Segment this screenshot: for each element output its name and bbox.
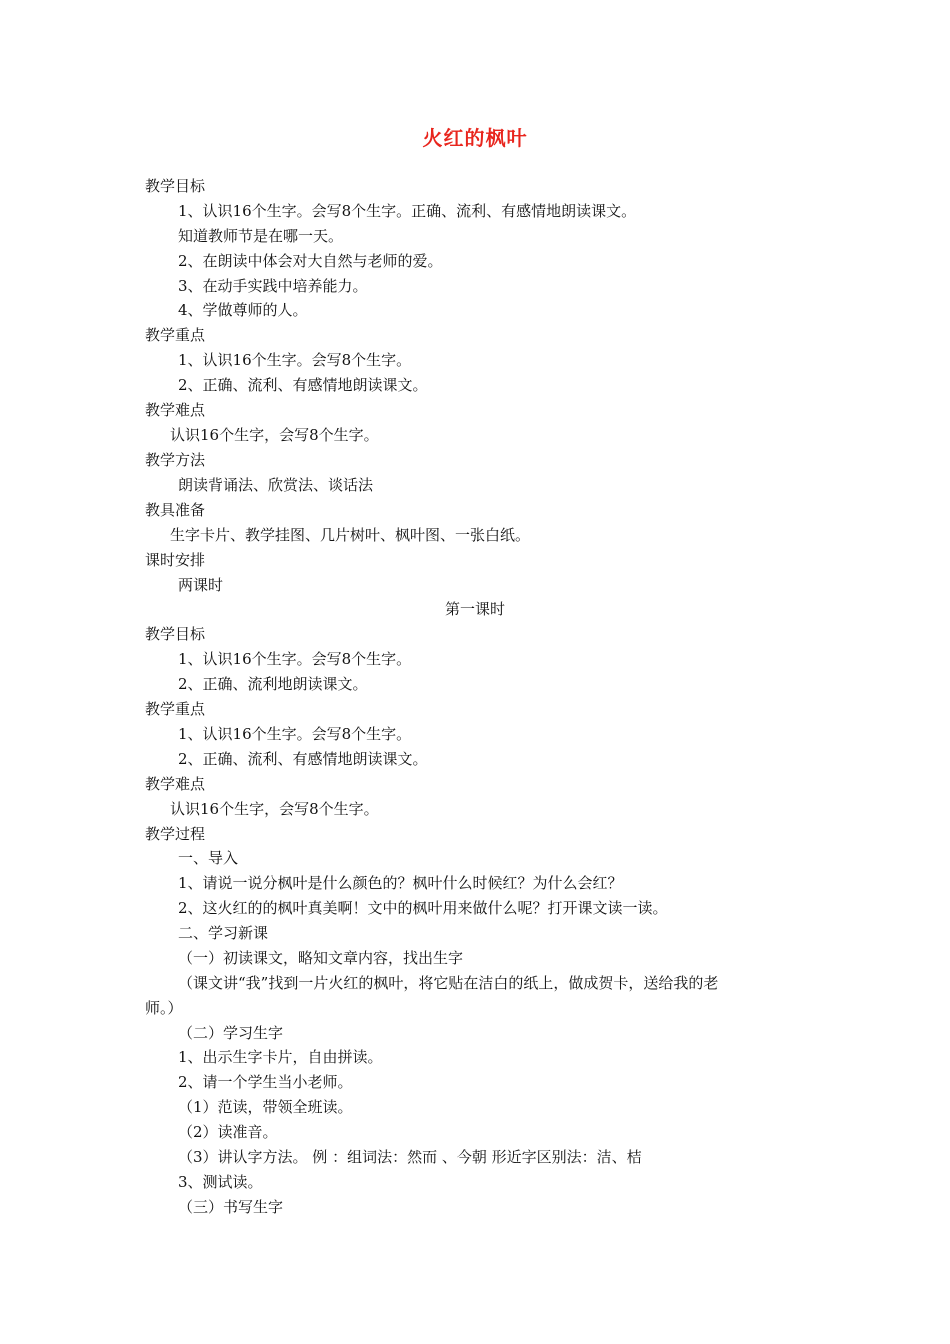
text-line: 师。） <box>145 999 183 1017</box>
text-line: 1、请说一说分枫叶是什么颜色的？枫叶什么时候红？为什么会红？ <box>178 874 623 892</box>
text-line: 4、学做尊师的人。 <box>178 301 308 319</box>
text-line: 二、学习新课 <box>178 924 269 942</box>
section-heading-key-points: 教学重点 <box>145 700 206 718</box>
document-title: 火红的枫叶 <box>422 126 528 150</box>
lesson-heading: 第一课时 <box>444 600 505 618</box>
section-heading-methods: 教学方法 <box>145 451 206 469</box>
text-line: 2、在朗读中体会对大自然与老师的爱。 <box>178 252 443 270</box>
text-line: （二）学习生字 <box>178 1024 284 1042</box>
text-line: 朗读背诵法、欣赏法、谈话法 <box>178 476 374 494</box>
section-heading-materials: 教具准备 <box>145 501 206 519</box>
section-heading-schedule: 课时安排 <box>145 551 206 569</box>
text-line: （一）初读课文，略知文章内容，找出生字 <box>178 949 464 967</box>
text-line: 生字卡片、教学挂图、几片树叶、枫叶图、一张白纸。 <box>170 526 531 544</box>
text-line: 2、这火红的的枫叶真美啊！文中的枫叶用来做什么呢？打开课文读一读。 <box>178 899 668 917</box>
section-heading-difficulties: 教学难点 <box>145 775 206 793</box>
text-line: 2、正确、流利、有感情地朗读课文。 <box>178 750 428 768</box>
text-line: 2、请一个学生当小老师。 <box>178 1073 353 1091</box>
text-line: 1、认识16个生字。会写8个生字。正确、流利、有感情地朗读课文。 <box>178 202 637 220</box>
text-line: （3）讲认字方法。 例 ：组词法：然而 、今朝 形近字区别法：洁、桔 <box>178 1148 642 1166</box>
text-line: 2、正确、流利、有感情地朗读课文。 <box>178 376 428 394</box>
text-line: 知道教师节是在哪一天。 <box>178 227 344 245</box>
section-heading-objectives: 教学目标 <box>145 625 206 643</box>
text-line: 认识16个生字，会写8个生字。 <box>170 426 379 444</box>
text-line: 2、正确、流利地朗读课文。 <box>178 675 368 693</box>
text-line: 两课时 <box>178 576 224 594</box>
text-line: 1、认识16个生字。会写8个生字。 <box>178 650 412 668</box>
text-line: 1、认识16个生字。会写8个生字。 <box>178 351 412 369</box>
text-line: 1、出示生字卡片，自由拼读。 <box>178 1048 383 1066</box>
section-heading-key-points: 教学重点 <box>145 326 206 344</box>
text-line: （课文讲“我”找到一片火红的枫叶，将它贴在洁白的纸上，做成贺卡，送给我的老 <box>178 974 719 992</box>
text-line: （2）读准音。 <box>178 1123 278 1141</box>
text-line: 3、在动手实践中培养能力。 <box>178 277 368 295</box>
section-heading-difficulties: 教学难点 <box>145 401 206 419</box>
section-heading-objectives: 教学目标 <box>145 177 206 195</box>
text-line: 一、导入 <box>178 849 239 867</box>
text-line: 1、认识16个生字。会写8个生字。 <box>178 725 412 743</box>
section-heading-process: 教学过程 <box>145 825 206 843</box>
text-line: 3、测试读。 <box>178 1173 263 1191</box>
text-line: （三）书写生字 <box>178 1198 284 1216</box>
text-line: （1）范读，带领全班读。 <box>178 1098 353 1116</box>
text-line: 认识16个生字，会写8个生字。 <box>170 800 379 818</box>
